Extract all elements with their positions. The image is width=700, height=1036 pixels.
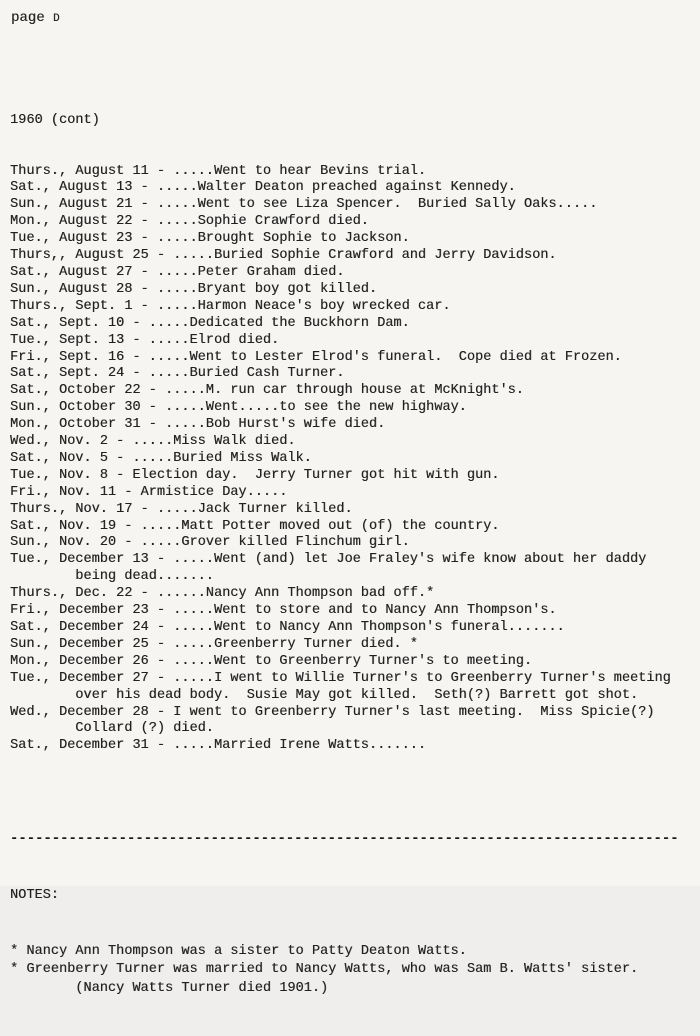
diary-entry-line: Mon., October 31 - .....Bob Hurst's wife died. [10,417,386,433]
diary-entry-line: Tue., December 27 - .....I went to Willie Turner's to Greenberry Turner's meeting [10,670,671,686]
diary-section [10,79,671,789]
diary-entry-line: Sat., Nov. 5 - .....Buried Miss Walk. [10,450,312,466]
note-line: (Nancy Watts Turner died 1901.) [10,980,329,996]
separator-line: -------------------------------------------------------------------------------- [10,832,679,848]
page-number-letter: D [53,13,61,25]
diary-entry-line: Sun., August 28 - .....Bryant boy got killed. [10,281,378,297]
diary-entry-line: Thurs., August 11 - .....Went to hear Bevins trial. [10,163,427,179]
note-line: * Greenberry Turner was married to Nancy Watts, who was Sam B. Watts' sister. [10,962,639,978]
notes-heading: NOTES: [10,887,59,903]
page-number-word: page [11,10,54,26]
diary-entry-line: Wed., Nov. 2 - .....Miss Walk died. [10,434,296,450]
diary-entry-line: Fri., Nov. 11 - Armistice Day..... [10,484,288,500]
diary-entry-line: Tue., Sept. 13 - .....Elrod died. [10,332,280,348]
diary-entry-line: Thurs., Dec. 22 - ......Nancy Ann Thompson bad off.* [10,586,435,602]
diary-entry-line: Sun., December 25 - .....Greenberry Turner died. * [10,636,418,652]
diary-entry-line: Mon., August 22 - .....Sophie Crawford died. [10,214,369,230]
diary-entry-line: Sun., August 21 - .....Went to see Liza Spencer. Buried Sally Oaks..... [10,197,598,213]
notes-section [10,794,679,1036]
diary-entry-line: Sat., December 31 - .....Married Irene Watts....... [10,738,427,754]
diary-entry-line: Sun., Nov. 20 - .....Grover killed Flinchum girl. [10,535,410,551]
diary-entry-line: being dead....... [10,569,214,585]
year-heading: 1960 (cont) [10,112,100,128]
diary-entry-line: Wed., December 28 - I went to Greenberry Turner's last meeting. Miss Spicie(?) [10,704,655,720]
diary-entry-line: Sat., October 22 - .....M. run car through house at McKnight's. [10,383,524,399]
diary-entry-line: Thurs,, August 25 - .....Buried Sophie Crawford and Jerry Davidson. [10,248,557,264]
diary-entry-line: Sun., October 30 - .....Went.....to see the new highway. [10,400,467,416]
diary-entry-line: Sat., Sept. 24 - .....Buried Cash Turner. [10,366,345,382]
notes-lines [10,943,679,999]
diary-entry-line: Sat., Nov. 19 - .....Matt Potter moved out (of) the country. [10,518,500,534]
diary-entry-line: Sat., December 24 - .....Went to Nancy Ann Thompson's funeral....... [10,620,565,635]
diary-entries [10,164,671,756]
diary-entry-line: Collard (?) died. [10,721,214,737]
diary-entry-line: Sat., August 13 - .....Walter Deaton preached against Kennedy. [10,180,516,196]
diary-entry-line: Sat., August 27 - .....Peter Graham died. [10,264,345,280]
diary-entry-line: Thurs., Nov. 17 - .....Jack Turner killed. [10,501,353,517]
diary-entry-line: Tue., August 23 - .....Brought Sophie to Jackson. [10,231,410,247]
diary-entry-line: Fri., December 23 - .....Went to store and to Nancy Ann Thompson's. [10,603,557,619]
diary-entry-line: Tue., Nov. 8 - Election day. Jerry Turner got hit with gun. [10,467,500,483]
diary-entry-line: Thurs., Sept. 1 - .....Harmon Neace's boy wrecked car. [10,298,451,314]
note-line: * Nancy Ann Thompson was a sister to Patty Deaton Watts. [10,943,467,959]
diary-entry-line: Fri., Sept. 16 - .....Went to Lester Elrod's funeral. Cope died at Frozen. [10,349,622,365]
diary-entry-line: Tue., December 13 - .....Went (and) let Joe Fraley's wife know about her daddy [10,552,647,568]
diary-entry-line: Mon., December 26 - .....Went to Greenberry Turner's to meeting. [10,653,533,669]
page-number [11,9,61,28]
diary-entry-line: Sat., Sept. 10 - .....Dedicated the Buckhorn Dam. [10,315,410,331]
diary-entry-line: over his dead body. Susie May got killed. Seth(?) Barrett got shot. [10,687,639,703]
